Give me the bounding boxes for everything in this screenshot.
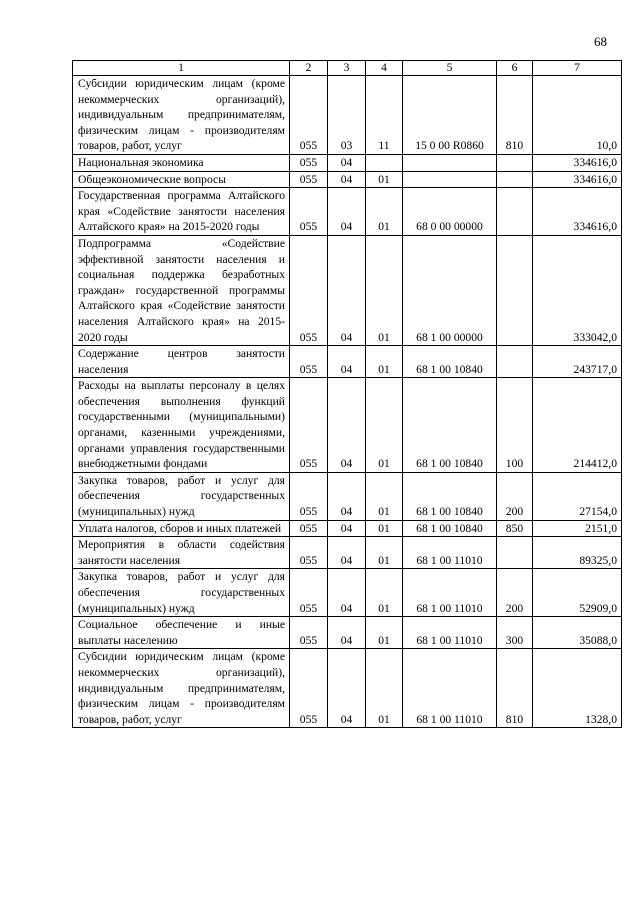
item-amount: 52909,0 [533,569,622,617]
table-row [73,537,622,569]
item-target-article: 15 0 00 R0860 [403,76,497,155]
item-ved: 055 [290,569,328,617]
item-ved: 055 [290,154,328,171]
item-ved: 055 [290,171,328,188]
item-section: 04 [328,520,366,537]
item-target-article: 68 1 00 10840 [403,346,497,378]
item-expense-type [497,537,533,569]
item-amount: 334616,0 [533,171,622,188]
item-subsection: 01 [366,649,403,728]
item-expense-type [497,346,533,378]
item-target-article: 68 1 00 00000 [403,235,497,345]
table-row [73,171,622,188]
item-name: Содержание центров занятости населения [73,346,290,378]
page-number: 68 [594,34,607,49]
item-ved: 055 [290,649,328,728]
item-ved: 055 [290,235,328,345]
header-row [73,61,622,76]
table-body [73,76,622,728]
item-amount: 334616,0 [533,188,622,236]
header-col-7: 7 [533,61,622,76]
item-target-article [403,171,497,188]
header-col-6: 6 [497,61,533,76]
header-col-4: 4 [366,61,403,76]
item-amount: 333042,0 [533,235,622,345]
item-ved: 055 [290,520,328,537]
item-expense-type: 200 [497,569,533,617]
table-row [73,472,622,520]
item-subsection: 01 [366,472,403,520]
item-subsection: 01 [366,537,403,569]
item-amount: 243717,0 [533,346,622,378]
item-ved: 055 [290,188,328,236]
item-amount: 1328,0 [533,649,622,728]
table-row [73,378,622,473]
item-expense-type: 100 [497,378,533,473]
item-expense-type: 850 [497,520,533,537]
table-row [73,569,622,617]
item-amount: 10,0 [533,76,622,155]
item-section: 04 [328,617,366,649]
item-section: 04 [328,346,366,378]
table-row [73,346,622,378]
header-col-3: 3 [328,61,366,76]
item-target-article [403,154,497,171]
item-section: 04 [328,171,366,188]
item-expense-type [497,154,533,171]
item-amount: 2151,0 [533,520,622,537]
item-ved: 055 [290,617,328,649]
item-name: Социальное обеспечение и иные выплаты населению [73,617,290,649]
item-section: 04 [328,378,366,473]
item-ved: 055 [290,537,328,569]
item-expense-type: 200 [497,472,533,520]
table-row [73,520,622,537]
item-target-article: 68 1 00 10840 [403,378,497,473]
item-subsection: 11 [366,76,403,155]
item-subsection: 01 [366,346,403,378]
item-expense-type: 300 [497,617,533,649]
header-col-2: 2 [290,61,328,76]
item-subsection: 01 [366,520,403,537]
item-name: Закупка товаров, работ и услуг для обеспечения государственных (муниципальных) нужд [73,569,290,617]
item-amount: 35088,0 [533,617,622,649]
item-name: Уплата налогов, сборов и иных платежей [73,520,290,537]
table-row [73,235,622,345]
table-row [73,188,622,236]
item-section: 04 [328,235,366,345]
item-subsection: 01 [366,569,403,617]
item-amount: 334616,0 [533,154,622,171]
item-name: Общеэкономические вопросы [73,171,290,188]
item-target-article: 68 1 00 11010 [403,617,497,649]
item-section: 04 [328,154,366,171]
item-name: Подпрограмма «Содействие эффективной занятости населения и социальная поддержка безработных граждан» государственной программы Алтайского края «Содействие занятости населения Алтайского края» на 2015-2020 годы [73,235,290,345]
item-name: Государственная программа Алтайского края «Содействие занятости населения Алтайского края» на 2015-2020 годы [73,188,290,236]
item-ved: 055 [290,76,328,155]
item-subsection: 01 [366,235,403,345]
table-header [73,61,622,76]
item-name: Мероприятия в области содействия занятости населения [73,537,290,569]
item-amount: 89325,0 [533,537,622,569]
item-target-article: 68 1 00 11010 [403,537,497,569]
item-subsection: 01 [366,378,403,473]
item-expense-type [497,235,533,345]
item-expense-type [497,188,533,236]
table-row [73,649,622,728]
item-section: 04 [328,472,366,520]
item-amount: 27154,0 [533,472,622,520]
item-subsection: 01 [366,171,403,188]
item-section: 04 [328,649,366,728]
item-expense-type: 810 [497,649,533,728]
item-subsection [366,154,403,171]
item-amount: 214412,0 [533,378,622,473]
item-name: Национальная экономика [73,154,290,171]
item-target-article: 68 1 00 10840 [403,520,497,537]
item-target-article: 68 1 00 11010 [403,569,497,617]
item-section: 04 [328,537,366,569]
item-target-article: 68 1 00 11010 [403,649,497,728]
budget-table [72,60,622,728]
header-col-5: 5 [403,61,497,76]
item-target-article: 68 0 00 00000 [403,188,497,236]
table-row [73,76,622,155]
item-section: 03 [328,76,366,155]
item-name: Субсидии юридическим лицам (кроме некоммерческих организаций), индивидуальным предпринимателям, физическим лицам - производителям товаров, работ, услуг [73,649,290,728]
item-subsection: 01 [366,188,403,236]
header-col-1: 1 [73,61,290,76]
item-expense-type [497,171,533,188]
table-row [73,154,622,171]
item-name: Расходы на выплаты персоналу в целях обеспечения выполнения функций государственными (муниципальными) органами, казенными учреждениями, органами управления государственными внебюджетными фондами [73,378,290,473]
item-section: 04 [328,569,366,617]
item-subsection: 01 [366,617,403,649]
item-section: 04 [328,188,366,236]
item-name: Субсидии юридическим лицам (кроме некоммерческих организаций), индивидуальным предпринимателям, физическим лицам - производителям товаров, работ, услуг [73,76,290,155]
item-target-article: 68 1 00 10840 [403,472,497,520]
item-name: Закупка товаров, работ и услуг для обеспечения государственных (муниципальных) нужд [73,472,290,520]
item-ved: 055 [290,378,328,473]
item-ved: 055 [290,346,328,378]
item-ved: 055 [290,472,328,520]
table-row [73,617,622,649]
item-expense-type: 810 [497,76,533,155]
